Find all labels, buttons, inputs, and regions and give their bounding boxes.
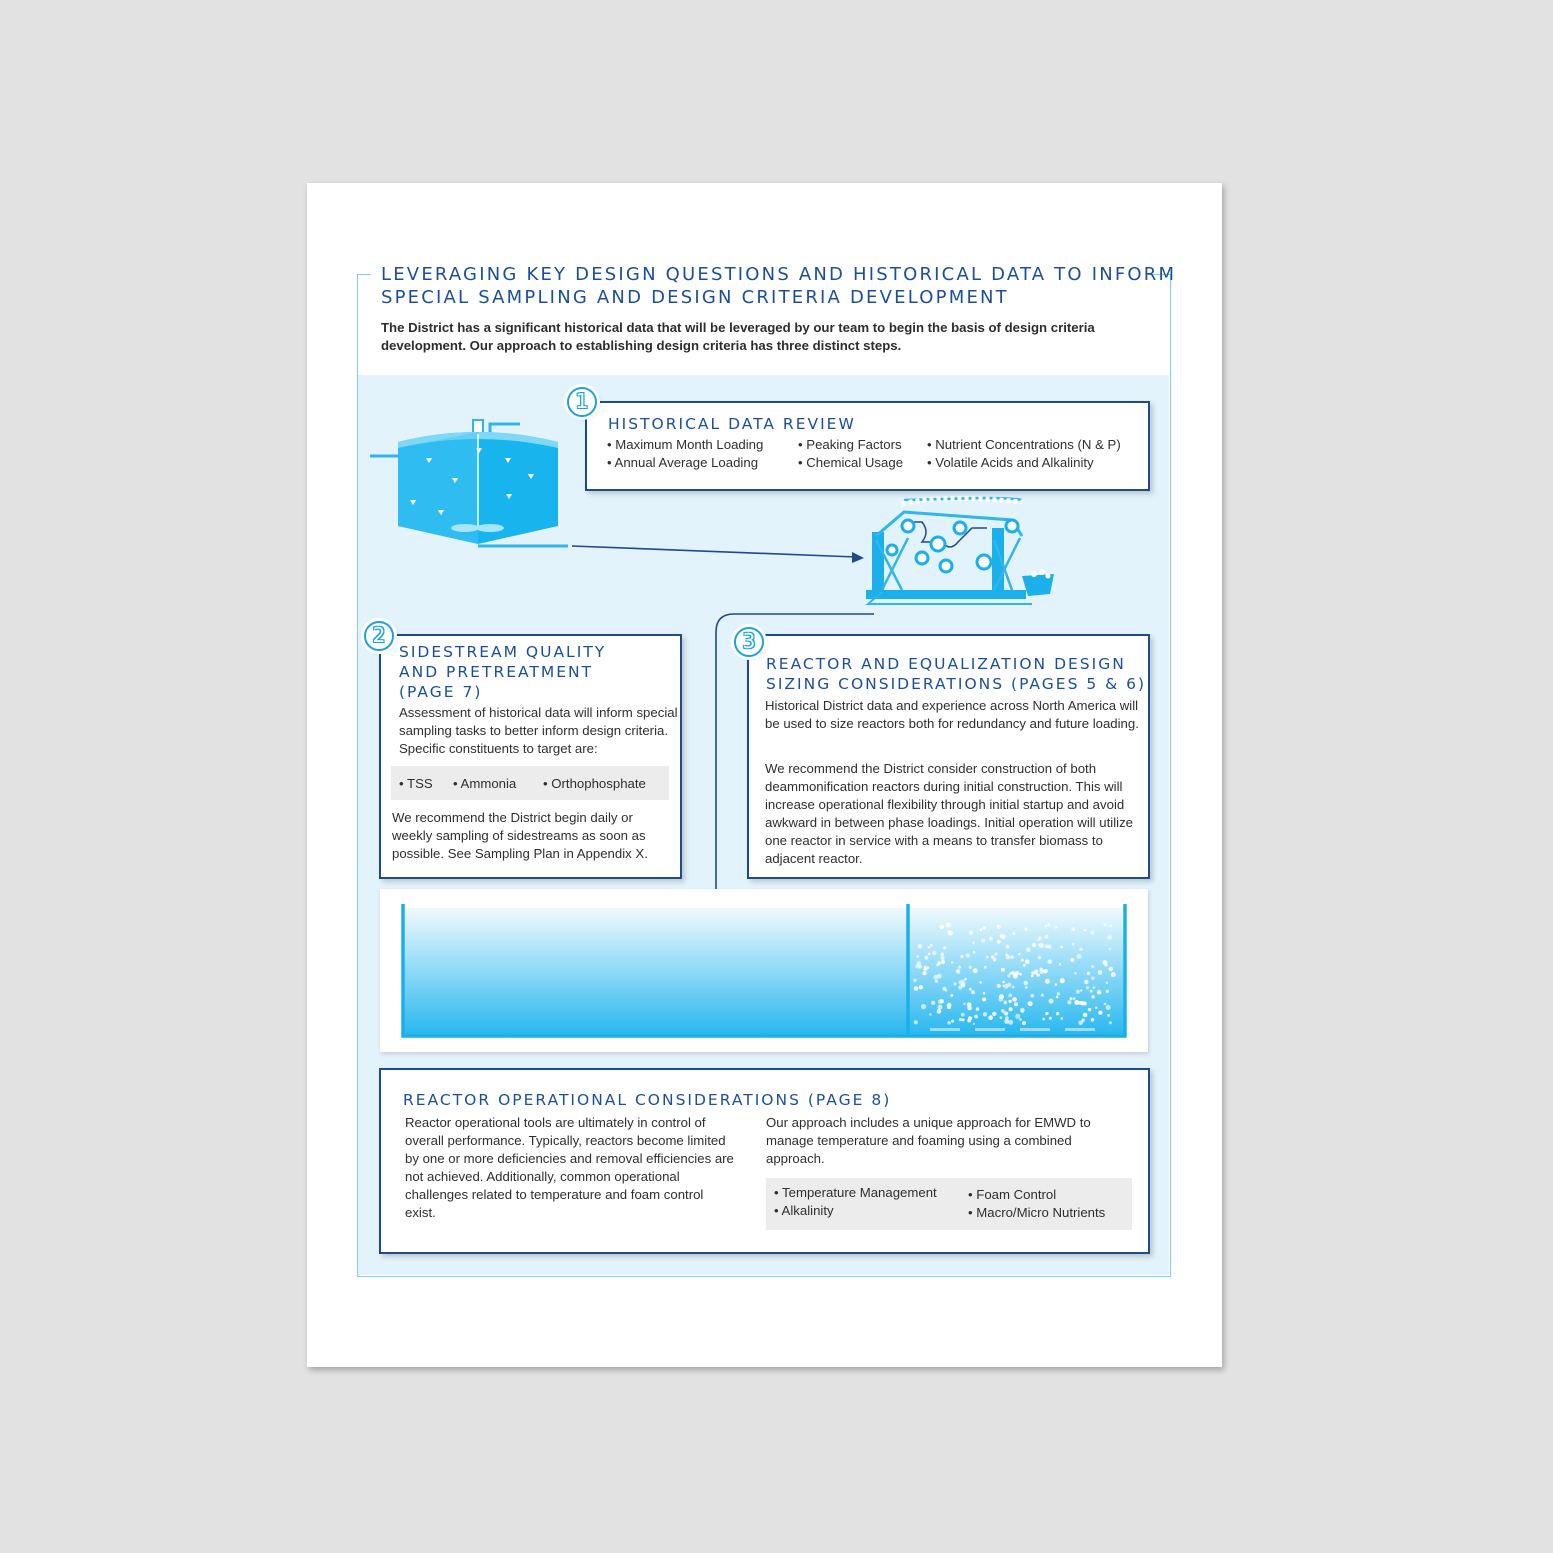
- constituent-tss: • TSS: [399, 776, 433, 791]
- air-bubble: [1007, 974, 1010, 977]
- air-bubble: [967, 1006, 972, 1011]
- step1-column-2: [798, 436, 903, 472]
- air-bubble: [983, 1012, 987, 1016]
- air-bubble: [1084, 929, 1086, 931]
- air-bubble: [935, 979, 939, 983]
- air-bubble: [937, 961, 941, 965]
- air-bubble: [928, 946, 931, 949]
- operations-items-col2: [968, 1186, 1105, 1222]
- air-bubble: [1084, 980, 1089, 985]
- air-bubble: [1091, 965, 1094, 968]
- list-item: • Nutrient Concentrations (N & P): [927, 437, 1121, 452]
- air-bubble: [1025, 986, 1028, 989]
- air-bubble: [1012, 986, 1015, 989]
- air-bubble: [1005, 953, 1008, 956]
- air-bubble: [940, 956, 944, 960]
- air-bubble: [1059, 963, 1061, 965]
- page-title-line: SPECIAL SAMPLING AND DESIGN CRITERIA DEVELOPMENT: [381, 287, 1009, 308]
- air-bubble: [1080, 989, 1082, 991]
- step2-title: [399, 642, 606, 702]
- air-bubble: [1045, 925, 1047, 927]
- list-item: • Annual Average Loading: [607, 455, 759, 470]
- air-bubble: [919, 985, 923, 989]
- list-item: • Chemical Usage: [798, 455, 904, 470]
- step-2-number: 2: [372, 623, 386, 647]
- air-bubble: [1086, 986, 1089, 989]
- step3-title-line: REACTOR AND EQUALIZATION DESIGN: [766, 655, 1126, 673]
- operations-items-col1: [774, 1184, 937, 1220]
- air-bubble: [961, 1013, 965, 1017]
- air-bubble: [1074, 1000, 1079, 1005]
- air-bubble: [1002, 985, 1004, 987]
- reactor-tank-illustration: [400, 904, 1130, 1040]
- step2-title-line: SIDESTREAM QUALITY: [399, 643, 607, 661]
- air-bubble: [1071, 927, 1075, 931]
- step-3-badge: [734, 627, 764, 657]
- air-bubble: [1042, 1018, 1045, 1021]
- air-bubble: [1021, 958, 1024, 961]
- air-bubble: [951, 961, 953, 963]
- air-bubble: [1025, 959, 1030, 964]
- air-bubble: [1005, 1016, 1009, 1020]
- air-bubble: [1011, 971, 1015, 975]
- air-bubble: [1104, 1003, 1107, 1006]
- air-bubble: [1109, 967, 1113, 971]
- air-bubble: [963, 1003, 966, 1006]
- belt-press-illustration: [862, 492, 1062, 612]
- air-bubble: [1098, 1011, 1102, 1015]
- air-bubble: [982, 998, 986, 1002]
- air-bubble: [992, 1012, 996, 1016]
- air-bubble: [1056, 1012, 1059, 1015]
- step3-title-line: SIZING CONSIDERATIONS (PAGES 5 & 6): [766, 675, 1147, 693]
- air-bubble: [969, 930, 974, 935]
- air-bubble: [1091, 977, 1094, 980]
- step2-paragraph-2: We recommend the District begin daily or weekly sampling of sidestreams as soon as possible. See Sampling Plan in Appendix X.: [392, 810, 648, 861]
- list-item: • Temperature Management: [774, 1185, 937, 1200]
- air-bubble: [1012, 997, 1017, 1002]
- air-bubble: [1095, 1006, 1098, 1009]
- air-bubble: [918, 944, 922, 948]
- air-bubble: [1109, 1021, 1112, 1024]
- air-bubble: [1106, 1005, 1111, 1010]
- air-bubble: [1090, 931, 1094, 935]
- air-bubble: [1091, 995, 1094, 998]
- air-bubble: [1002, 981, 1005, 984]
- air-bubble: [945, 989, 948, 992]
- air-bubble: [947, 1021, 951, 1025]
- air-bubble: [940, 925, 944, 929]
- air-bubble: [1048, 959, 1053, 964]
- air-bubble: [1106, 982, 1108, 984]
- air-bubble: [1038, 944, 1040, 946]
- air-bubble: [971, 990, 975, 994]
- air-bubble: [1007, 983, 1011, 987]
- air-bubble: [1060, 978, 1065, 983]
- air-bubble: [1014, 1002, 1018, 1006]
- list-item: • Maximum Month Loading: [607, 437, 764, 452]
- air-bubble: [1079, 948, 1082, 951]
- air-bubble: [1022, 1021, 1026, 1025]
- air-bubble: [1110, 924, 1113, 927]
- air-bubble: [983, 927, 986, 930]
- air-bubble: [1021, 1010, 1024, 1013]
- air-bubble: [1032, 943, 1036, 947]
- air-bubble: [989, 937, 993, 941]
- air-bubble: [913, 979, 917, 983]
- reactor-equalization-box: [747, 634, 1150, 879]
- air-bubble: [1045, 979, 1050, 984]
- air-bubble: [930, 944, 933, 947]
- air-bubble: [979, 981, 982, 984]
- list-item: • Macro/Micro Nutrients: [968, 1205, 1106, 1220]
- air-bubble: [1087, 972, 1090, 975]
- air-bubble: [960, 955, 963, 958]
- air-bubble: [1077, 954, 1082, 959]
- air-bubble: [958, 966, 961, 969]
- air-bubble: [1015, 1014, 1020, 1019]
- air-bubble: [997, 940, 1001, 944]
- air-bubble: [1041, 994, 1044, 997]
- air-bubble: [1088, 1008, 1091, 1011]
- sidestream-tank-illustration: [368, 418, 578, 553]
- air-bubble: [968, 1019, 972, 1023]
- air-bubble: [969, 966, 972, 969]
- air-bubble: [950, 994, 953, 997]
- air-bubble: [1076, 990, 1080, 994]
- air-bubble: [914, 986, 919, 991]
- air-bubble: [938, 1005, 943, 1010]
- air-bubble: [1097, 990, 1102, 995]
- step3-title: [766, 654, 1146, 694]
- step-1-badge: [567, 387, 597, 417]
- air-bubble: [963, 979, 966, 982]
- air-bubble: [947, 930, 950, 933]
- constituent-orthophosphate: • Orthophosphate: [543, 776, 646, 791]
- air-bubble: [972, 941, 975, 944]
- air-bubble: [1070, 958, 1074, 962]
- step3-paragraph-2: We recommend the District consider construction of both deammonification reactors during initial construction. This will increase operational flexibility through initial startup and avoid awkward in between phase loadings. Initial operation will utilize one reactor in service with a means to transfer biomass to adjacent reactor.: [765, 761, 1133, 866]
- air-bubble: [1038, 939, 1041, 942]
- air-bubble: [1045, 935, 1049, 939]
- air-bubble: [1000, 934, 1003, 937]
- list-item: • Alkalinity: [774, 1203, 834, 1218]
- air-bubble: [1019, 1018, 1022, 1021]
- air-bubble: [929, 1013, 932, 1016]
- air-bubble: [914, 1020, 918, 1024]
- page-title: [381, 263, 1176, 309]
- air-bubble: [1049, 999, 1054, 1004]
- air-bubble: [951, 1020, 954, 1023]
- air-bubble: [1009, 1007, 1013, 1011]
- air-bubble: [959, 1018, 962, 1021]
- air-bubble: [973, 1023, 975, 1025]
- air-bubble: [994, 952, 997, 955]
- air-bubble: [1028, 1001, 1033, 1006]
- air-bubble: [1093, 986, 1096, 989]
- air-bubble: [1081, 1019, 1085, 1023]
- air-bubble: [1074, 972, 1077, 975]
- step2-title-line: AND PRETREATMENT: [399, 663, 594, 681]
- air-bubble: [1098, 970, 1103, 975]
- air-bubble: [980, 928, 983, 931]
- air-bubble: [1106, 990, 1109, 993]
- air-bubble: [925, 956, 929, 960]
- air-bubble: [933, 975, 938, 980]
- air-bubble: [922, 971, 926, 975]
- air-bubble: [1103, 923, 1106, 926]
- air-bubble: [988, 1015, 993, 1020]
- air-bubble: [928, 953, 931, 956]
- step1-column-3: [927, 436, 1121, 472]
- air-bubble: [1111, 972, 1116, 977]
- air-bubble: [1072, 943, 1075, 946]
- air-bubble: [976, 1007, 980, 1011]
- air-bubble: [1038, 956, 1042, 960]
- air-bubble: [1045, 944, 1049, 948]
- air-bubble: [1107, 935, 1112, 940]
- air-bubble: [1012, 932, 1015, 935]
- air-bubble: [1070, 997, 1073, 1000]
- air-bubble: [1036, 969, 1039, 972]
- air-bubble: [1006, 945, 1010, 949]
- air-bubble: [1060, 946, 1063, 949]
- air-bubble: [921, 1004, 926, 1009]
- operations-left-paragraph: Reactor operational tools are ultimately in control of overall performance. Typically, reactors become limited by one or more deficiencies and removal efficiencies are not achieved. Additionally, common operational challenges related to temperature and foam control exist.: [405, 1115, 734, 1220]
- air-bubble: [997, 925, 1001, 929]
- intro-paragraph: The District has a significant historical data that will be leveraged by our team to begin the basis of design criteria development. Our approach to establishing design criteria has three distinct steps.: [381, 320, 1095, 353]
- step2-paragraph-1: Assessment of historical data will inform special sampling tasks to better inform design criteria. Specific constituents to target are:: [399, 705, 678, 756]
- air-bubble: [1018, 953, 1021, 956]
- air-bubble: [999, 997, 1004, 1002]
- air-bubble: [1039, 969, 1044, 974]
- air-bubble: [1019, 973, 1022, 976]
- air-bubble: [1010, 955, 1014, 959]
- air-bubble: [966, 953, 970, 957]
- air-bubble: [916, 955, 919, 958]
- constituent-ammonia: • Ammonia: [453, 776, 517, 791]
- air-bubble: [1030, 994, 1034, 998]
- air-bubble: [941, 960, 945, 964]
- air-bubble: [1009, 1000, 1012, 1003]
- air-bubble: [940, 999, 944, 1003]
- air-bubble: [959, 980, 964, 985]
- step1-column-1: [607, 436, 763, 472]
- historical-data-review-box: [585, 401, 1150, 491]
- air-bubble: [937, 1009, 942, 1014]
- air-bubble: [974, 1015, 978, 1019]
- step-2-badge: [364, 621, 394, 651]
- step-3-number: 3: [742, 629, 756, 653]
- air-bubble: [1103, 960, 1108, 965]
- page-title-line: LEVERAGING KEY DESIGN QUESTIONS AND HISTORICAL DATA TO INFORM: [381, 264, 1177, 285]
- step-1-number: 1: [575, 389, 589, 413]
- air-bubble: [1047, 923, 1050, 926]
- air-bubble: [1055, 983, 1058, 986]
- sidestream-quality-box: [379, 634, 682, 879]
- air-bubble: [1036, 973, 1040, 977]
- air-bubble: [1080, 1001, 1084, 1005]
- air-bubble: [1031, 975, 1034, 978]
- air-bubble: [1000, 1016, 1003, 1019]
- air-bubble: [956, 969, 960, 973]
- air-bubble: [1109, 948, 1112, 951]
- air-bubble: [1024, 981, 1029, 986]
- air-bubble: [940, 952, 944, 956]
- air-bubble: [1008, 1020, 1013, 1025]
- air-bubble: [943, 946, 946, 949]
- frame-top-left-rule: [357, 274, 371, 275]
- air-bubble: [1107, 1014, 1110, 1017]
- operations-title: REACTOR OPERATIONAL CONSIDERATIONS (PAGE 8): [403, 1091, 892, 1109]
- air-bubble: [1008, 994, 1012, 998]
- operations-right-paragraph: Our approach includes a unique approach for EMWD to manage temperature and foaming using a combined approach.: [766, 1115, 1091, 1166]
- air-bubble: [1024, 927, 1027, 930]
- air-bubble: [986, 956, 989, 959]
- air-bubble: [947, 1003, 952, 1008]
- air-bubble: [924, 966, 927, 969]
- list-item: • Volatile Acids and Alkalinity: [927, 455, 1094, 470]
- flow-arrow-to-press: [570, 540, 870, 570]
- air-bubble: [1056, 996, 1059, 999]
- air-bubble: [983, 992, 986, 995]
- air-bubble: [1057, 992, 1060, 995]
- air-bubble: [1055, 926, 1058, 929]
- air-bubble: [997, 984, 1000, 987]
- step1-title: HISTORICAL DATA REVIEW: [608, 415, 856, 433]
- air-bubble: [1001, 968, 1005, 972]
- air-bubble: [984, 966, 987, 969]
- air-bubble: [1023, 964, 1026, 967]
- air-bubble: [932, 951, 937, 956]
- air-bubble: [969, 988, 972, 991]
- list-item: • Peaking Factors: [798, 437, 902, 452]
- step2-title-line: (PAGE 7): [399, 683, 483, 701]
- reactor-operations-box: [379, 1068, 1150, 1254]
- air-bubble: [1083, 1013, 1088, 1018]
- air-bubble: [1061, 1017, 1063, 1019]
- air-bubble: [931, 1001, 935, 1005]
- air-bubble: [1073, 997, 1076, 1000]
- air-bubble: [1026, 947, 1031, 952]
- list-item: • Foam Control: [968, 1187, 1057, 1202]
- air-bubble: [1091, 1018, 1094, 1021]
- air-bubble: [1003, 1011, 1007, 1015]
- air-bubble: [973, 951, 975, 953]
- air-bubble: [946, 923, 951, 928]
- air-bubble: [1067, 1000, 1071, 1004]
- air-bubble: [1090, 990, 1093, 993]
- air-bubble: [1004, 1001, 1007, 1004]
- air-bubble: [1045, 1012, 1048, 1015]
- air-bubble: [973, 968, 978, 973]
- air-bubble: [993, 957, 997, 961]
- air-bubble: [1049, 1017, 1052, 1020]
- air-bubble: [981, 938, 985, 942]
- air-bubble: [1015, 971, 1020, 976]
- air-bubble: [915, 964, 919, 968]
- step3-paragraph-1: Historical District data and experience across North America will be used to size reactors both for redundancy and future loading.: [765, 698, 1139, 731]
- air-bubble: [953, 982, 956, 985]
